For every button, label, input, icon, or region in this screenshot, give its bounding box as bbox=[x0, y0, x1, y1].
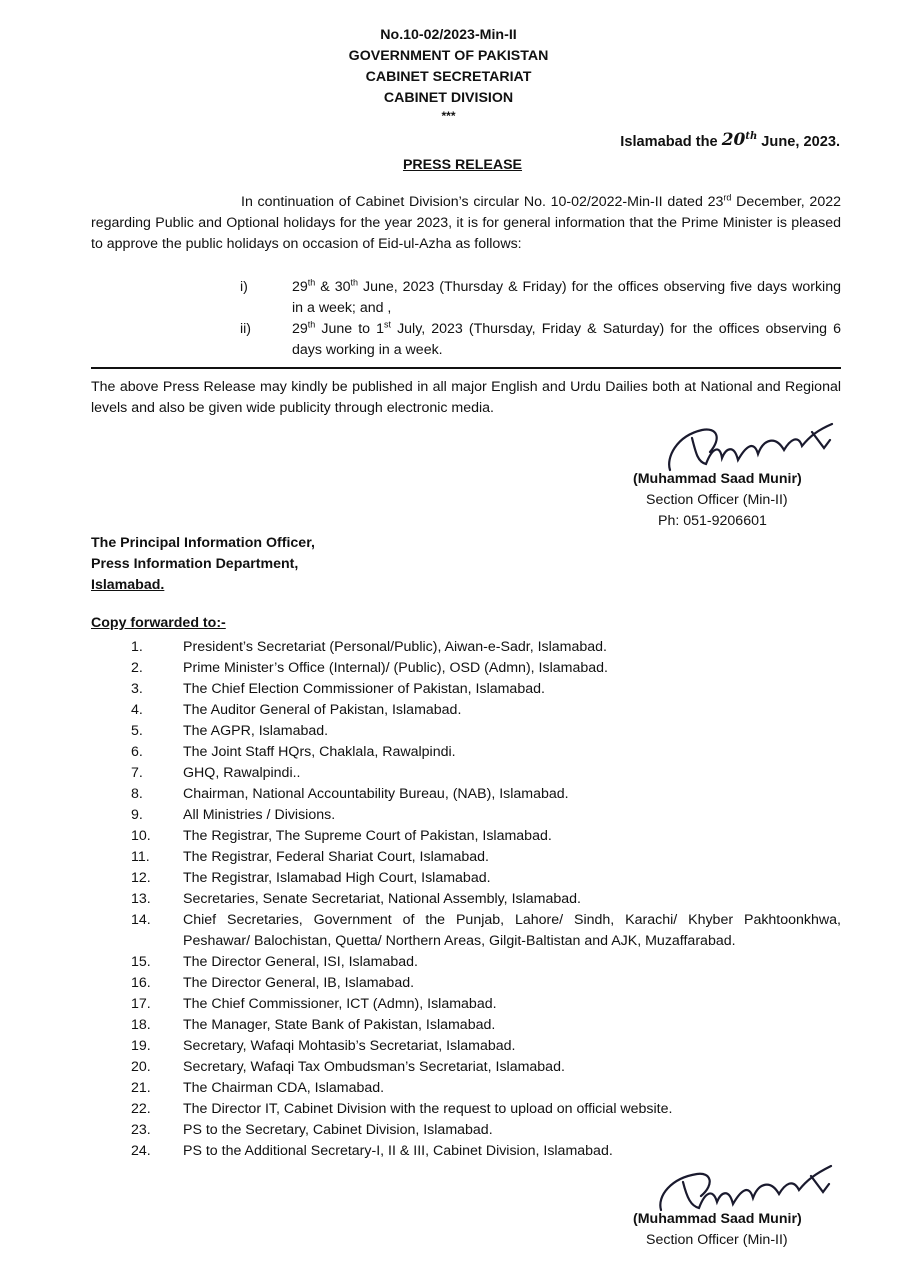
signatory-phone: Ph: 051-9206601 bbox=[658, 513, 767, 529]
closing-signatory-block bbox=[633, 1209, 802, 1251]
list-item: 15. The Director General, ISI, Islamabad. bbox=[131, 954, 418, 970]
date-day: 20 bbox=[721, 130, 746, 150]
list-item: 6. The Joint Staff HQrs, Chaklala, Rawalpindi. bbox=[131, 744, 456, 760]
list-item: 22. The Director IT, Cabinet Division with the request to upload on official website. bbox=[131, 1101, 673, 1117]
section-divider bbox=[91, 367, 841, 369]
addressee-block bbox=[91, 533, 315, 596]
intro-paragraph: In continuation of Cabinet Division’s circular No. 10-02/2022-Min-II dated 23rd December, 2022 regarding Public and Optional holidays for the year 2023, it is for general information that the Prime Minister is pleased to approve the public holidays on occasion of Eid-ul-Azha as follows: bbox=[91, 192, 841, 252]
secretariat-title: CABINET SECRETARIAT bbox=[365, 69, 532, 85]
list-item: 19. Secretary, Wafaqi Mohtasib’s Secretariat, Islamabad. bbox=[131, 1038, 516, 1054]
holiday-item-number: i) bbox=[240, 279, 248, 295]
press-release-title: PRESS RELEASE bbox=[402, 157, 523, 173]
list-item: 13. Secretaries, Senate Secretariat, National Assembly, Islamabad. bbox=[131, 891, 581, 907]
letter-header bbox=[0, 25, 897, 130]
list-item: 1. President’s Secretariat (Personal/Public), Aiwan-e-Sadr, Islamabad. bbox=[131, 639, 607, 655]
copy-forwarded-list bbox=[91, 637, 841, 1162]
list-item: 10. The Registrar, The Supreme Court of Pakistan, Islamabad. bbox=[131, 828, 552, 844]
closing-signatory-designation: Section Officer (Min-II) bbox=[646, 1232, 788, 1248]
list-item: 20. Secretary, Wafaqi Tax Ombudsman’s Secretariat, Islamabad. bbox=[131, 1059, 565, 1075]
signatory-designation: Section Officer (Min-II) bbox=[646, 492, 788, 508]
list-item: 7. GHQ, Rawalpindi.. bbox=[131, 765, 301, 781]
list-item: 8. Chairman, National Accountability Bureau, (NAB), Islamabad. bbox=[131, 786, 569, 802]
list-item: 24. PS to the Additional Secretary-I, II & III, Cabinet Division, Islamabad. bbox=[131, 1143, 613, 1159]
list-item: 5. The AGPR, Islamabad. bbox=[131, 723, 329, 739]
date-line bbox=[620, 131, 840, 153]
signatory-name: (Muhammad Saad Munir) bbox=[633, 471, 802, 487]
list-item: 21. The Chairman CDA, Islamabad. bbox=[131, 1080, 385, 1096]
list-item: 3. The Chief Election Commissioner of Pakistan, Islamabad. bbox=[131, 681, 545, 697]
list-item: 16. The Director General, IB, Islamabad. bbox=[131, 975, 415, 991]
list-item: 4. The Auditor General of Pakistan, Islamabad. bbox=[131, 702, 462, 718]
list-item: 11. The Registrar, Federal Shariat Court, Islamabad. bbox=[131, 849, 489, 865]
list-item: 2. Prime Minister’s Office (Internal)/ (Public), OSD (Admn), Islamabad. bbox=[131, 660, 608, 676]
reference-number: No.10-02/2023-Min-II bbox=[380, 27, 517, 43]
date-rest: June, 2023. bbox=[757, 134, 840, 150]
list-item: 17. The Chief Commissioner, ICT (Admn), Islamabad. bbox=[131, 996, 497, 1012]
list-item: 23. PS to the Secretary, Cabinet Division, Islamabad. bbox=[131, 1122, 493, 1138]
addressee-line: Press Information Department, bbox=[91, 556, 299, 572]
header-stars: *** bbox=[441, 109, 456, 123]
division-title: CABINET DIVISION bbox=[383, 90, 514, 106]
holiday-item: i) 29th & 30th June, 2023 (Thursday & Friday) for the offices observing five days working in a week; and , bbox=[240, 277, 841, 316]
list-item: 18. The Manager, State Bank of Pakistan, Islamabad. bbox=[131, 1017, 496, 1033]
addressee-line: The Principal Information Officer, bbox=[91, 535, 315, 551]
holiday-list bbox=[240, 277, 841, 361]
list-item: 12. The Registrar, Islamabad High Court, Islamabad. bbox=[131, 870, 491, 886]
government-title: GOVERNMENT OF PAKISTAN bbox=[348, 48, 549, 64]
signatory-block bbox=[633, 469, 802, 532]
list-item: 14. Chief Secretaries, Government of the Punjab, Lahore/ Sindh, Karachi/ Khyber Pakhtoonkhwa, Peshawar/ Balochistan, Quetta/ Northern Areas, Gilgit-Baltistan and AJK, Muzaffarabad. bbox=[131, 912, 841, 949]
date-day-suffix: th bbox=[745, 131, 758, 143]
closing-signatory-name: (Muhammad Saad Munir) bbox=[633, 1211, 802, 1227]
date-prefix: Islamabad the bbox=[620, 134, 722, 150]
addressee-line: Islamabad. bbox=[91, 577, 165, 593]
publicity-paragraph: The above Press Release may kindly be published in all major English and Urdu Dailies both at National and Regional levels and also be given wide publicity through electronic media. bbox=[91, 379, 841, 416]
list-item: 9. All Ministries / Divisions. bbox=[131, 807, 336, 823]
copy-forwarded-title: Copy forwarded to:- bbox=[91, 615, 226, 631]
holiday-item: ii) 29th June to 1st July, 2023 (Thursday, Friday & Saturday) for the offices observing 6 days working in a week. bbox=[240, 319, 841, 358]
holiday-item-number: ii) bbox=[240, 321, 252, 337]
